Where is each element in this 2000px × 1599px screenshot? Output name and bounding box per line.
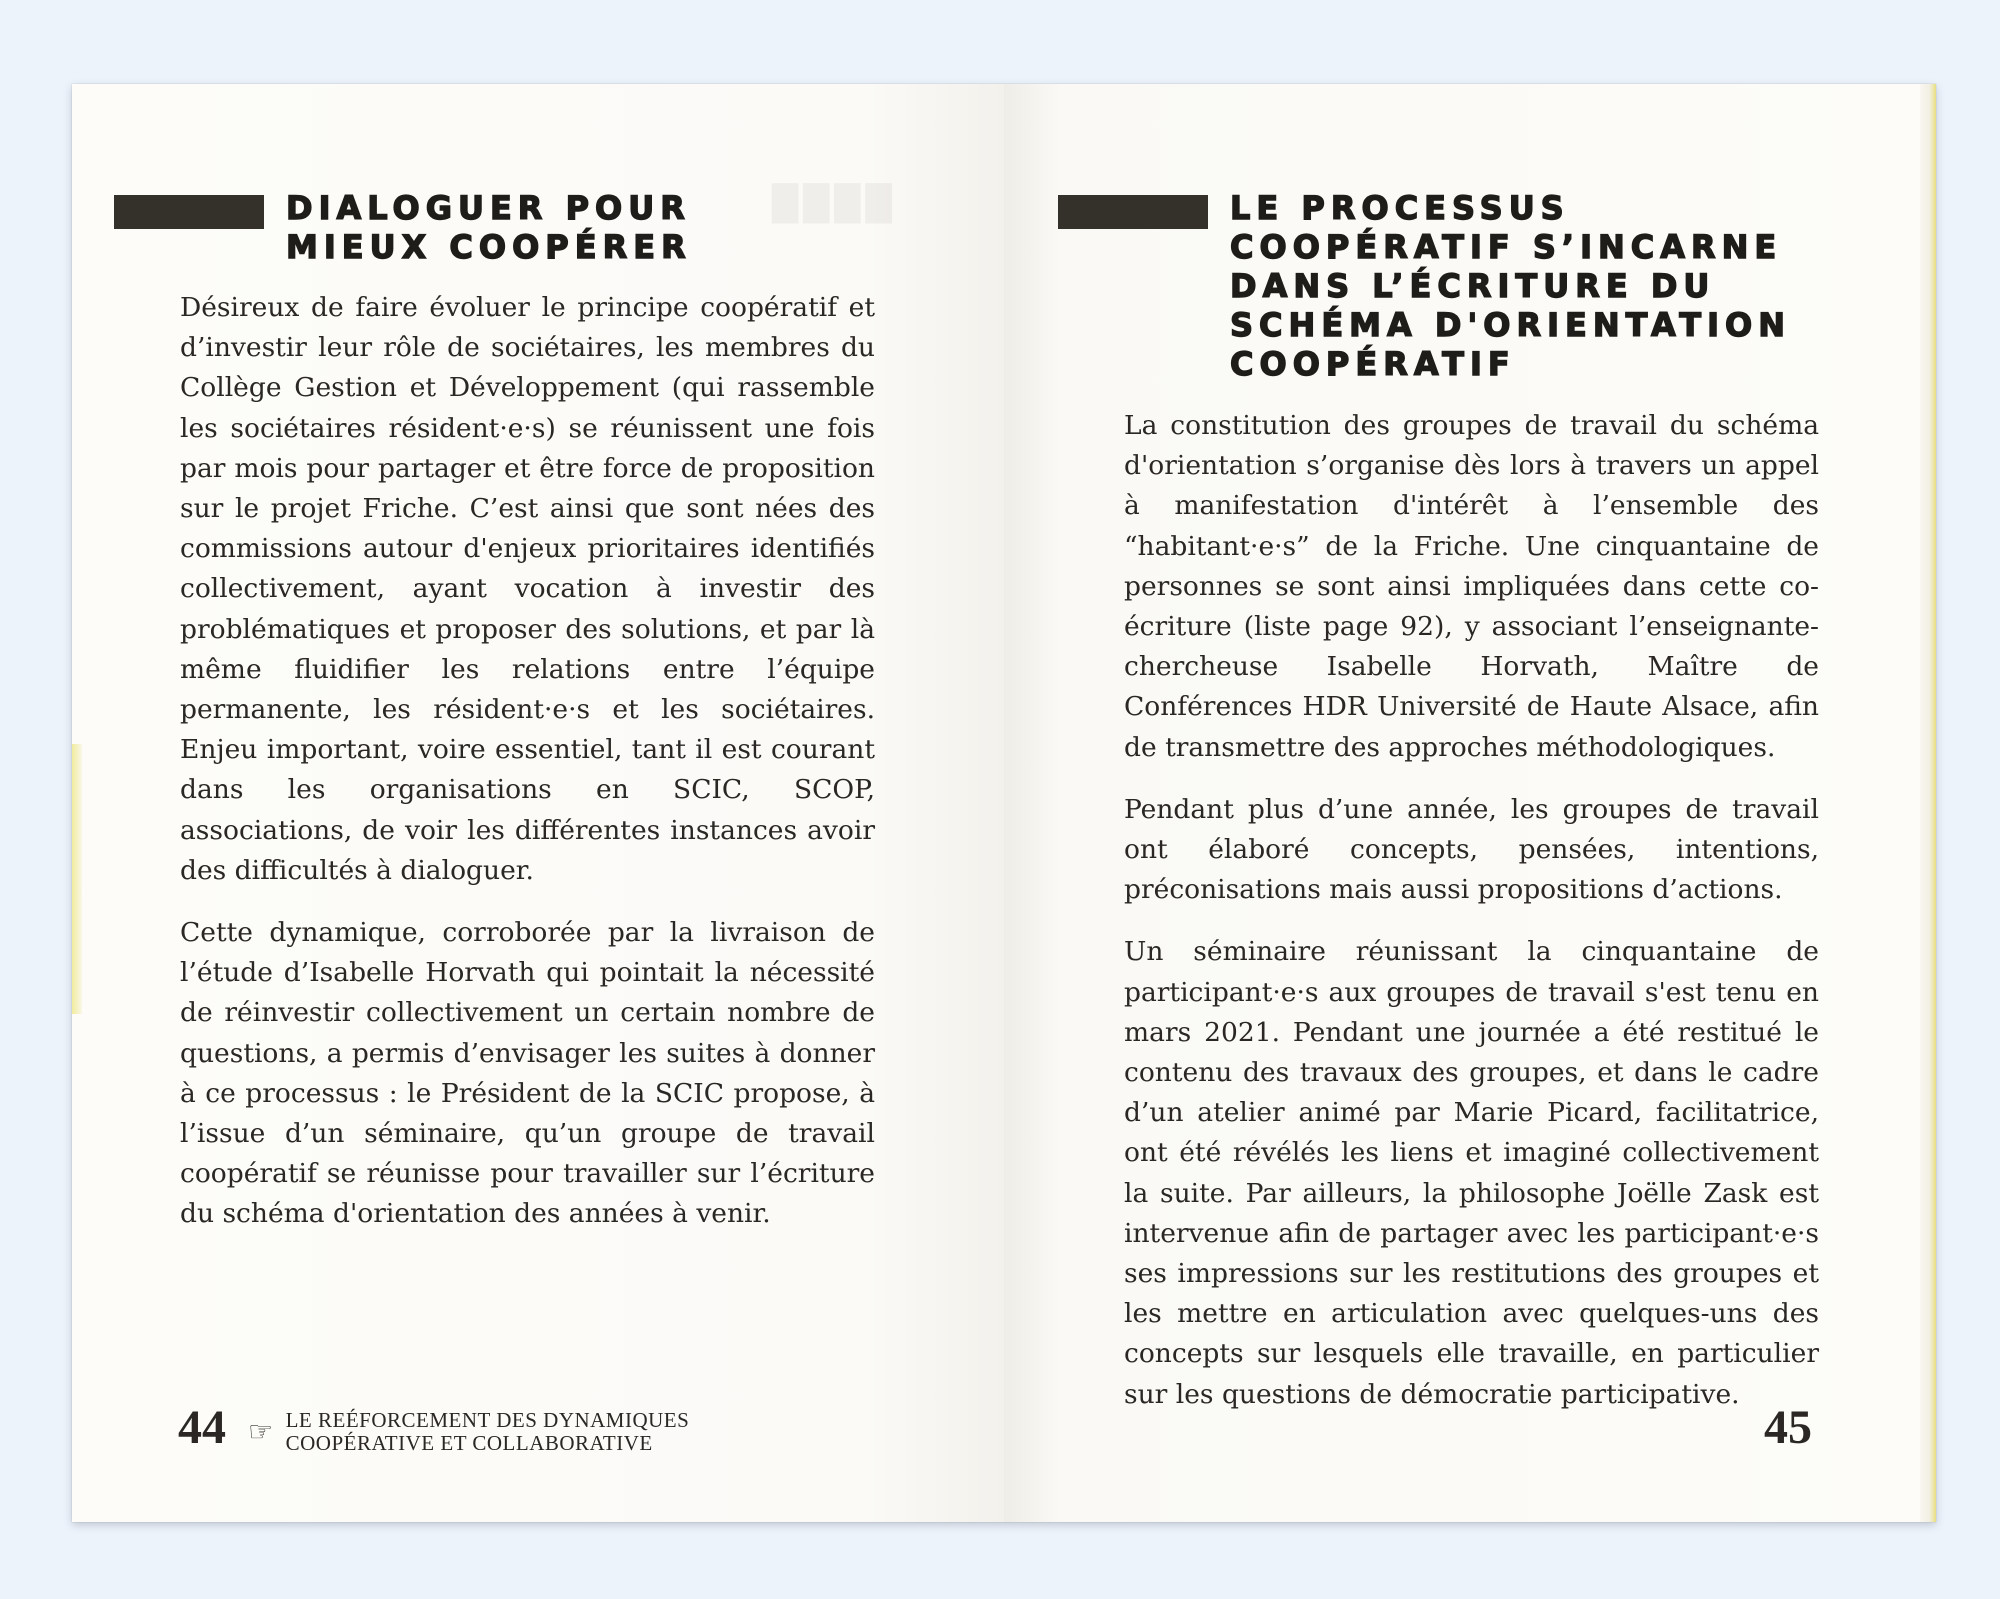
show-through-text: ████ — [772, 184, 897, 224]
right-body — [1124, 406, 1819, 1437]
paragraph: Désireux de faire évoluer le principe coopératif et d’investir leur rôle de sociétaires, les membres du Collège Gestion et Développement (qui rassemble les sociétaires résident·e·s) se réunissent une fois par mois pour partager et être force de proposition sur le projet Friche. C’est ainsi que sont nées des commissions autour d'enjeux prioritaires identifiés collectivement, ayant vocation à investir des problématiques et proposer des solutions, et par là même fluidifier les relations entre l’équipe permanente, les résident·e·s et les sociétaires. Enjeu important, voire essentiel, tant il est courant dans les organisations en SCIC, SCOP, associations, de voir les différentes instances avoir des difficultés à dialoguer. — [180, 292, 875, 886]
right-heading-line: LE PROCESSUS — [1230, 189, 1570, 227]
running-head — [248, 1409, 689, 1455]
left-body — [180, 288, 875, 1257]
right-heading-line: COOPÉRATIF S’INCARNE — [1230, 228, 1783, 266]
open-booklet — [72, 84, 1936, 1522]
page-number-left: 44 — [178, 1401, 226, 1454]
left-page — [72, 84, 1004, 1522]
paragraph: Un séminaire réunissant la cinquantaine de participant·e·s aux groupes de travail s'est tenu en mars 2021. Pendant une journée a été restitué le contenu des travaux des groupes, et dans le cadre d’un atelier animé par Marie Picard, facilitatrice, ont été révélés les liens et imaginé collectivement la suite. Par ailleurs, la philosophe Joëlle Zask est intervenue afin de partager avec les participant·e·s ses impressions sur les restitutions des groupes et les mettre en articulation avec quelques-uns des concepts sur lesquels elle travaille, en particulier sur les questions de démocratie participative. — [1124, 936, 1819, 1410]
right-heading — [1230, 189, 1791, 384]
left-heading-block — [114, 189, 692, 267]
left-page-edge — [72, 744, 82, 1014]
paragraph: Pendant plus d’une année, les groupes de travail ont élaboré concepts, pensées, intentions, préconisations mais aussi propositions d’actions. — [1124, 793, 1819, 906]
right-heading-block — [1058, 189, 1791, 384]
running-head-text — [286, 1409, 690, 1455]
left-heading-bar — [114, 195, 264, 229]
right-page — [1004, 84, 1936, 1522]
pointing-hand-icon: ☞ — [248, 1416, 274, 1448]
running-head-line: LE REÉFORCEMENT DES DYNAMIQUES — [285, 1408, 690, 1432]
right-heading-line: DANS L’ÉCRITURE DU — [1230, 267, 1716, 305]
left-heading-line: DIALOGUER POUR — [286, 189, 691, 227]
right-page-edge — [1920, 84, 1936, 1522]
right-heading-line: SCHÉMA D'ORIENTATION — [1230, 306, 1792, 344]
left-heading-line: MIEUX COOPÉRER — [286, 228, 692, 266]
right-heading-line: COOPÉRATIF — [1230, 345, 1516, 383]
left-heading — [286, 189, 692, 267]
paragraph: Cette dynamique, corroborée par la livraison de l’étude d’Isabelle Horvath qui pointait la nécessité de réinvestir collectivement un certain nombre de questions, a permis d’envisager les suites à donner à ce processus : le Président de la SCIC propose, à l’issue d’un séminaire, qu’un groupe de travail coopératif se réunisse pour travailler sur l’écriture du schéma d'orientation des années à venir. — [180, 917, 875, 1230]
right-heading-bar — [1058, 195, 1208, 229]
running-head-line: COOPÉRATIVE ET COLLABORATIVE — [285, 1431, 653, 1455]
page-number-right: 45 — [1764, 1401, 1812, 1454]
paragraph: La constitution des groupes de travail du schéma d'orientation s’organise dès lors à travers un appel à manifestation d'intérêt à l’ensemble des “habitant·e·s” de la Friche. Une cinquantaine de personnes se sont ainsi impliquées dans cette co-écriture (liste page 92), y associant l’enseignante-chercheuse Isabelle Horvath, Maître de Conférences HDR Université de Haute Alsace, afin de transmettre des approches méthodologiques. — [1124, 410, 1819, 763]
